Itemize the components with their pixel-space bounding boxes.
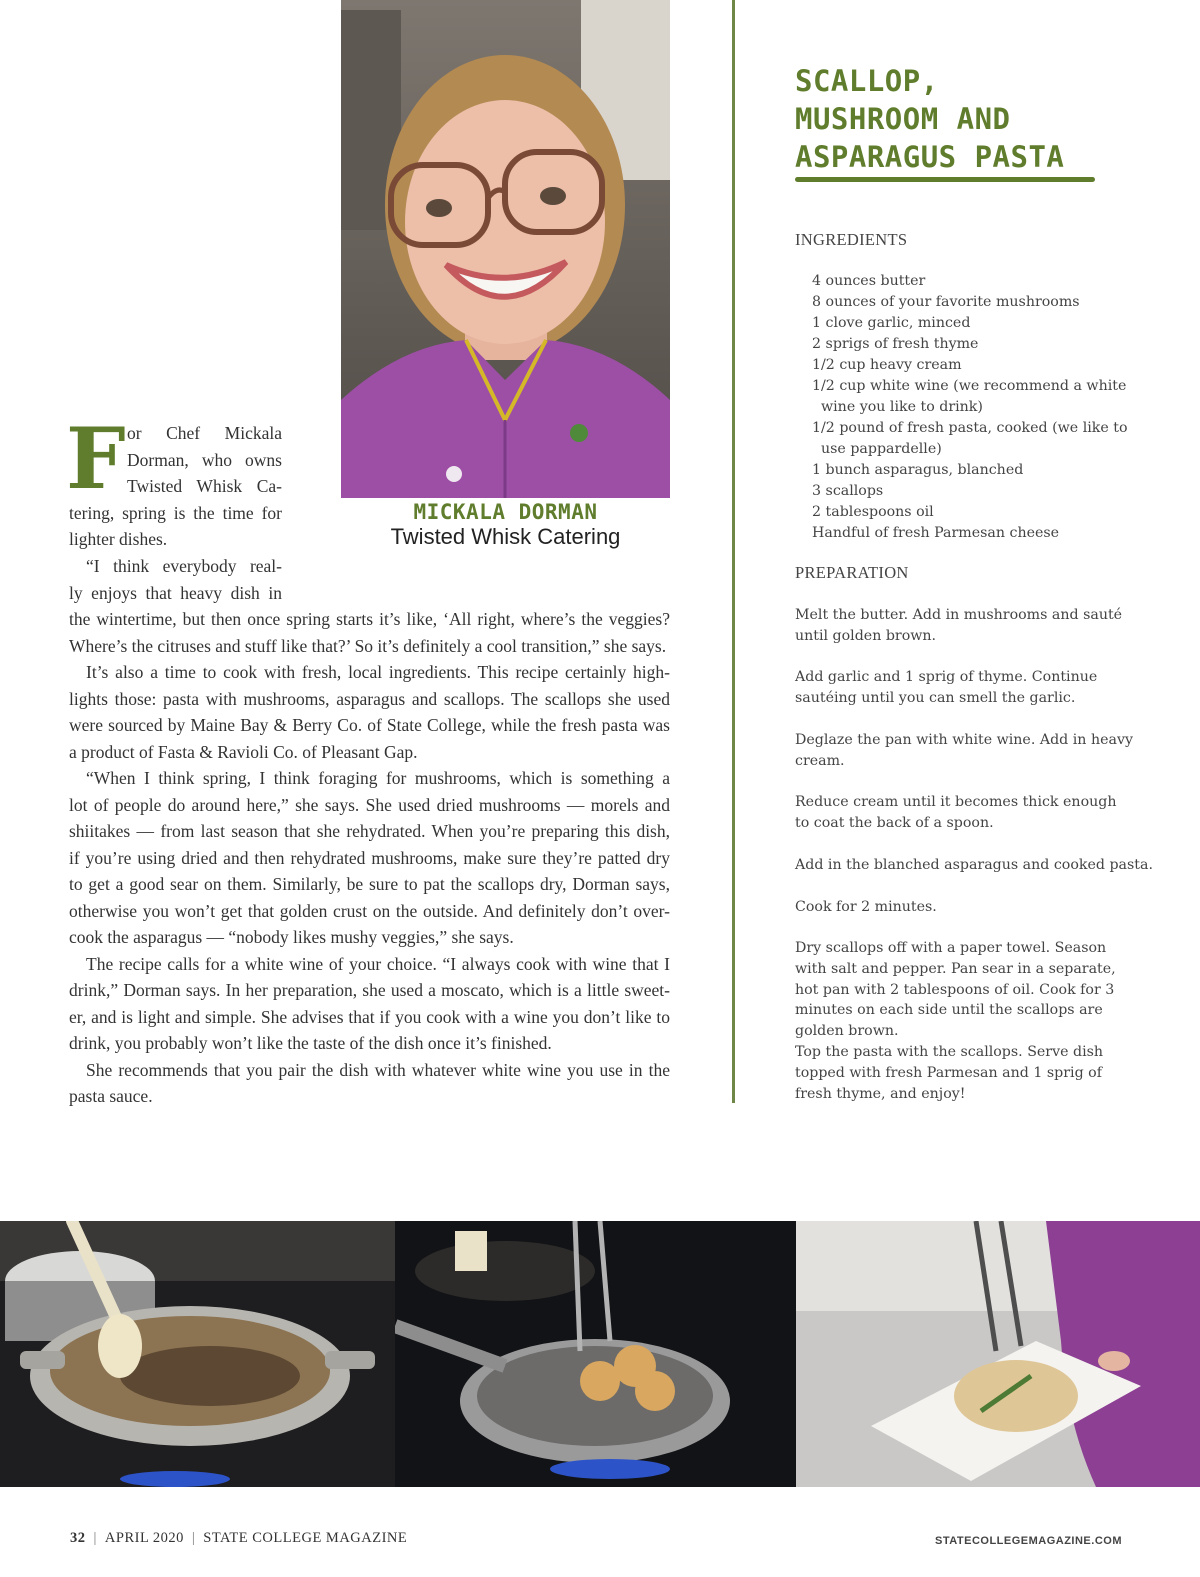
article-line: It’s also a time to cook with fresh, local ingredients. This recipe certainly high-: [86, 662, 670, 682]
article-line: if you’re using dried and then rehydrated mushrooms, make sure they’re patted dry: [69, 848, 670, 868]
page-folio: [70, 1530, 407, 1547]
page-number: 32: [70, 1530, 86, 1546]
column-divider: [732, 0, 735, 1103]
ingredient-item: 1 bunch asparagus, blanched: [812, 462, 1024, 478]
recipe-title-line: ASPARAGUS PASTA: [795, 140, 1065, 174]
recipe-title: [795, 62, 1155, 176]
article-line: were sourced by Maine Bay & Berry Co. of State College, while the fresh pasta was: [69, 715, 670, 735]
title-underline: [795, 177, 1095, 182]
ingredient-item: 4 ounces butter: [812, 273, 926, 289]
article-line: Where’s the citruses and stuff like that?’ So it’s definitely a cool transition,” she says.: [69, 636, 667, 656]
ingredient-item-continued: wine you like to drink): [821, 399, 983, 415]
article-line: tering, spring is the time for: [69, 503, 282, 523]
ingredients-list: [812, 271, 1182, 544]
folio-separator: |: [93, 1530, 97, 1546]
recipe-title-line: SCALLOP,: [795, 64, 939, 98]
portrait-caption-company: Twisted Whisk Catering: [390, 524, 621, 549]
ingredient-item: 1 clove garlic, minced: [812, 315, 971, 331]
article-line: lighter dishes.: [69, 529, 168, 549]
article-line: The recipe calls for a white wine of your choice. “I always cook with wine that I: [86, 954, 670, 974]
folio-separator: |: [191, 1530, 196, 1546]
ingredient-item: Handful of fresh Parmesan cheese: [812, 525, 1060, 541]
preparation-step: Add in the blanched asparagus and cooked pasta.: [795, 857, 1153, 873]
ingredients-heading: INGREDIENTS: [795, 230, 908, 249]
chef-portrait-photo: [341, 0, 670, 498]
recipe-title-line: MUSHROOM AND: [795, 102, 1011, 136]
article-line: ly enjoys that heavy dish in: [69, 583, 282, 603]
article-line: “When I think spring, I think foraging for mushrooms, which is something a: [86, 768, 670, 788]
drop-cap: F: [66, 409, 126, 508]
ingredient-item: 2 tablespoons oil: [812, 504, 934, 520]
ingredient-item: 1/2 cup white wine (we recommend a white: [812, 378, 1127, 394]
preparation-step: Cook for 2 minutes.: [795, 899, 937, 915]
preparation-step: Melt the butter. Add in mushrooms and sauté until golden brown.: [795, 607, 1123, 644]
preparation-step: Add garlic and 1 sprig of thyme. Continue sautéing until you can smell the garlic.: [795, 669, 1098, 706]
article-line: lot of people do around here,” she says. She used dried mushrooms — morels and: [69, 795, 670, 815]
article-line: or Chef Mickala: [127, 423, 282, 443]
article-line: lights those: pasta with mushrooms, asparagus and scallops. The scallops she used: [69, 689, 670, 709]
article-line: She recommends that you pair the dish with whatever white wine you use in the: [86, 1060, 670, 1080]
ingredient-item: 1/2 cup heavy cream: [812, 357, 962, 373]
ingredient-item: 8 ounces of your favorite mushrooms: [812, 294, 1080, 310]
article-line: the wintertime, but then once spring starts it’s like, ‘All right, where’s the veggies?: [69, 609, 670, 629]
article-line: Twisted Whisk Ca-: [127, 476, 282, 496]
article-line: a product of Fasta & Ravioli Co. of Pleasant Gap.: [69, 742, 418, 762]
article-line: Dorman, who owns: [127, 450, 282, 470]
mushroom-saute-photo: [0, 1221, 395, 1487]
scallop-searing-photo: [395, 1221, 796, 1487]
article-line: drink,” Dorman says. In her preparation, she used a moscato, which is a little sweet-: [69, 980, 670, 1000]
article-line: er, and is light and simple. She advises that if you cook with a wine you don’t like to: [69, 1007, 670, 1027]
ingredient-item: 2 sprigs of fresh thyme: [812, 336, 979, 352]
ingredient-item: 1/2 pound of fresh pasta, cooked (we like to: [812, 420, 1128, 436]
preparation-step: Dry scallops off with a paper towel. Season with salt and pepper. Pan sear in a separate, hot pan with 2 tablespoons of oil. Cook for 3 minutes on each side until the scallops are golden brown.: [795, 940, 1116, 1040]
article-line: pasta sauce.: [69, 1086, 153, 1106]
plated-pasta-photo: [796, 1221, 1200, 1487]
preparation-heading: PREPARATION: [795, 563, 909, 582]
article-line: shiitakes — from last season that she rehydrated. When you’re preparing this dish,: [69, 821, 670, 841]
ingredient-item: 3 scallops: [812, 483, 884, 499]
article-line: drink, you probably won’t like the taste of the dish once it’s finished.: [69, 1033, 552, 1053]
preparation-step: Reduce cream until it becomes thick enough to coat the back of a spoon.: [795, 794, 1117, 831]
article-line: otherwise you won’t get that golden crust on the outside. And definitely don’t over-: [69, 901, 670, 921]
preparation-step: Top the pasta with the scallops. Serve dish topped with fresh Parmesan and 1 sprig of fresh thyme, and enjoy!: [795, 1044, 1104, 1102]
article-line: “I think everybody real-: [86, 556, 282, 576]
issue-date: APRIL 2020: [104, 1530, 184, 1546]
publication-name: STATE COLLEGE MAGAZINE: [203, 1530, 408, 1546]
article-line: to get a good sear on them. Similarly, be sure to pat the scallops dry, Dorman says,: [69, 874, 670, 894]
article-line: cook the asparagus — “nobody likes mushy veggies,” she says.: [69, 927, 514, 947]
portrait-caption-name: MICKALA DORMAN: [413, 500, 598, 524]
website-url: STATECOLLEGEMAGAZINE.COM: [935, 1535, 1122, 1547]
preparation-step: Deglaze the pan with white wine. Add in heavy cream.: [795, 732, 1133, 769]
ingredient-item-continued: use pappardelle): [821, 441, 942, 457]
